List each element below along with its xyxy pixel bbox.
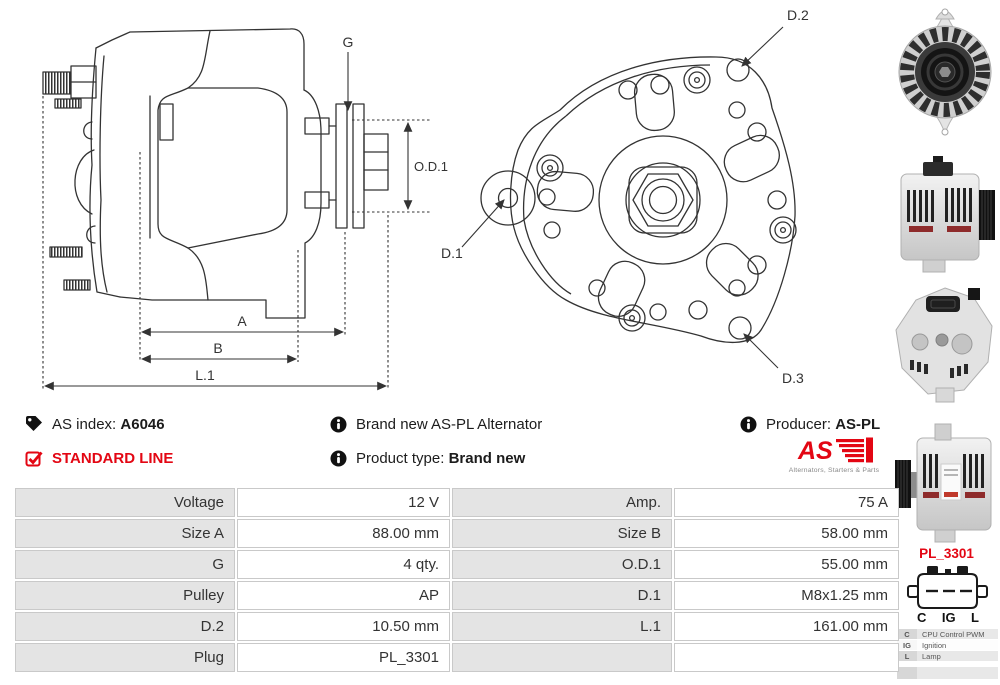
- brand-new-info: [330, 412, 542, 436]
- spec-value: 75 A: [674, 488, 899, 517]
- spec-value: [674, 643, 899, 672]
- pin-l: L: [971, 610, 979, 625]
- spec-value: M8x1.25 mm: [674, 581, 899, 610]
- producer-label: Producer:: [766, 415, 832, 433]
- pulley-flange: [336, 104, 347, 228]
- aspl-logo-tagline: Alternators, Starters & Parts: [788, 467, 880, 474]
- product-type-label: Product type:: [356, 449, 445, 467]
- spec-label: Amp.: [452, 488, 672, 517]
- info-icon: [330, 450, 347, 467]
- spec-label: L.1: [452, 612, 672, 641]
- legend-pin: IG: [897, 640, 917, 650]
- as-index-label: AS index:: [52, 415, 117, 433]
- product-photo-side-right[interactable]: [893, 152, 1000, 277]
- dim-label-g: G: [342, 34, 354, 50]
- spec-value: 10.50 mm: [237, 612, 450, 641]
- spec-label: D.1: [452, 581, 672, 610]
- legend-pin: L: [897, 651, 917, 661]
- spec-value: 55.00 mm: [674, 550, 899, 579]
- pin-c: C: [917, 610, 927, 625]
- legend-desc: CPU Control PWM: [917, 629, 998, 639]
- product-type-info: [330, 446, 525, 470]
- dim-label-d3: D.3: [782, 370, 804, 386]
- spec-value: 58.00 mm: [674, 519, 899, 548]
- info-icon: [740, 416, 757, 433]
- as-index-value: A6046: [120, 415, 165, 433]
- aspl-logo: [786, 436, 882, 474]
- legend-row: [897, 629, 998, 639]
- pin-ig: IG: [941, 610, 956, 625]
- product-photo-front[interactable]: [893, 2, 998, 142]
- as-index: [25, 412, 165, 436]
- spec-label: Voltage: [15, 488, 235, 517]
- dim-label-d1: D.1: [441, 245, 463, 261]
- product-type-value: Brand new: [448, 449, 526, 467]
- spec-value: 161.00 mm: [674, 612, 899, 641]
- spec-value: PL_3301: [237, 643, 450, 672]
- product-photo-side-left[interactable]: [893, 418, 1000, 546]
- spec-label: Plug: [15, 643, 235, 672]
- spec-label: Size B: [452, 519, 672, 548]
- dim-label-b: B: [213, 340, 223, 356]
- spec-label: G: [15, 550, 235, 579]
- spec-value: 88.00 mm: [237, 519, 450, 548]
- legend-row: [897, 640, 998, 650]
- terminal-stud: [43, 72, 71, 94]
- spec-label: D.2: [15, 612, 235, 641]
- legend-pin: [897, 667, 917, 679]
- legend-row-empty: [897, 667, 998, 679]
- plug-pin-labels: [903, 610, 993, 625]
- spec-label: [452, 643, 672, 672]
- producer-info: [740, 412, 880, 436]
- plug-connector-drawing: [900, 562, 995, 612]
- spec-table: [15, 488, 893, 672]
- spec-value: 12 V: [237, 488, 450, 517]
- legend-desc: Lamp: [917, 651, 998, 661]
- hole-d3: [729, 317, 751, 339]
- plug-legend: [897, 629, 998, 680]
- spec-value: 4 qty.: [237, 550, 450, 579]
- legend-desc: Ignition: [917, 640, 998, 650]
- svg-text:AS: AS: [798, 437, 833, 464]
- vent-holes: [539, 76, 786, 320]
- spec-value: AP: [237, 581, 450, 610]
- aspl-logo-mark: [790, 436, 878, 464]
- standard-line-label: STANDARD LINE: [52, 449, 174, 467]
- tag-icon: [25, 415, 43, 433]
- check-square-icon: [25, 449, 43, 467]
- plug-name: PL_3301: [919, 546, 974, 561]
- legend-row: [897, 651, 998, 661]
- info-icon: [330, 416, 347, 433]
- alternator-side-drawing: [0, 0, 452, 400]
- legend-desc: [917, 667, 998, 679]
- producer-value: AS-PL: [835, 415, 881, 433]
- spec-label: Size A: [15, 519, 235, 548]
- legend-pin: C: [897, 629, 917, 639]
- dim-label-d2: D.2: [787, 7, 809, 23]
- standard-line: [25, 446, 173, 470]
- product-photo-rear[interactable]: [890, 282, 1000, 404]
- spec-label: O.D.1: [452, 550, 672, 579]
- dim-label-od1: O.D.1: [414, 159, 448, 174]
- dim-label-l1: L.1: [195, 367, 215, 383]
- dim-label-a: A: [237, 313, 247, 329]
- brand-new-text: Brand new AS-PL Alternator: [356, 415, 543, 433]
- spec-label: Pulley: [15, 581, 235, 610]
- alternator-rear-drawing: [440, 0, 870, 405]
